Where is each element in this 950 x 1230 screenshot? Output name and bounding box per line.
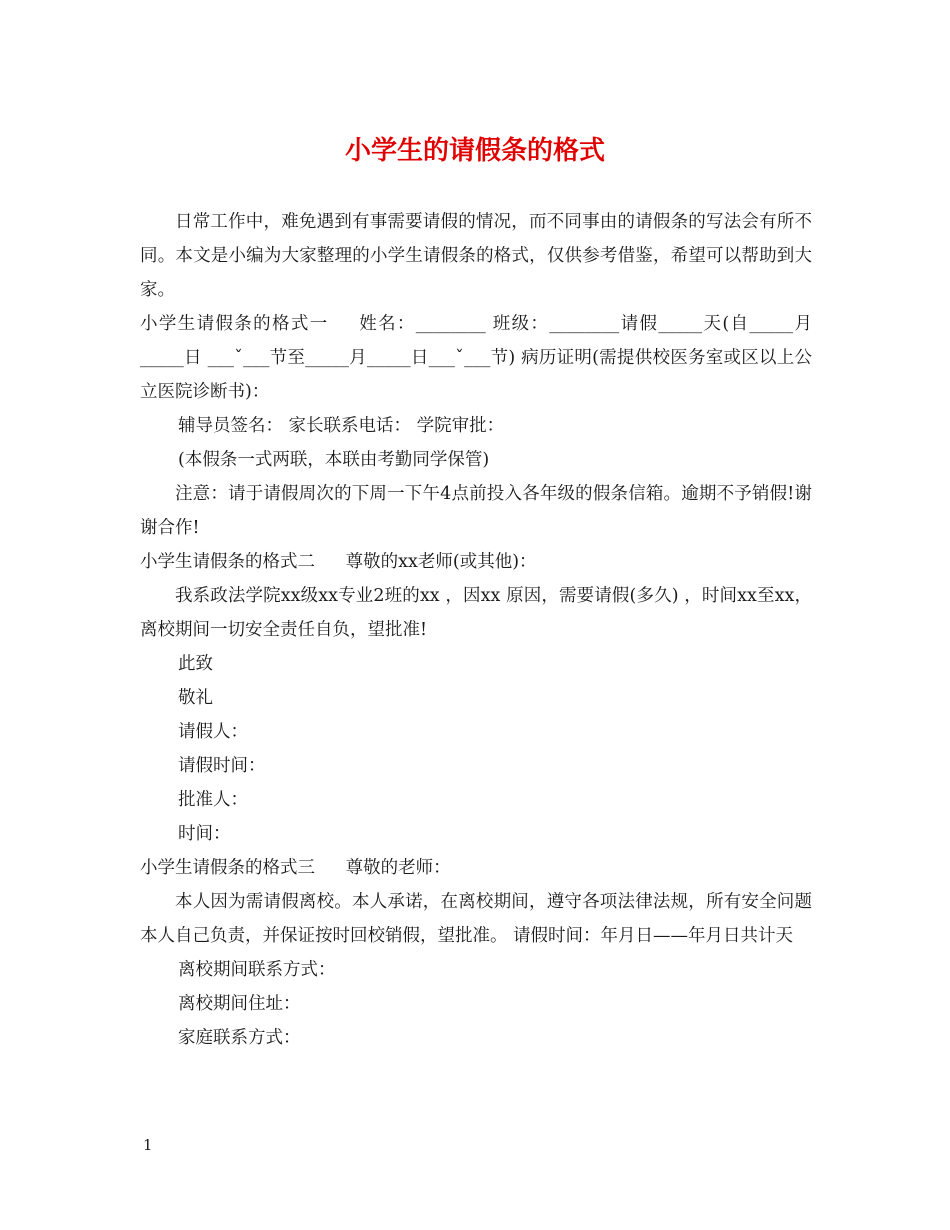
format2-approver: 批准人： <box>178 790 248 810</box>
format3-heading: 小学生请假条的格式三 <box>140 858 315 878</box>
format2-body: 我系政法学院xx级xx专业2班的xx ，因xx 原因，需要请假(多久) ，时间xx至xx，离校期间一切安全责任自负，望批准! <box>140 586 812 640</box>
format3-family-contact: 家庭联系方式： <box>178 1028 301 1048</box>
format3-paragraph <box>140 851 812 885</box>
format1-notice: 注意：请于请假周次的下周一下午4点前投入各年级的假条信箱。逾期不予销假!谢谢合作! <box>140 484 812 538</box>
format2-applicant: 请假人： <box>178 722 248 742</box>
format2-closing1: 此致 <box>178 654 213 674</box>
format1-signatures: 辅导员签名： 家长联系电话： 学院审批： <box>178 416 505 436</box>
format3-body: 本人因为需请假离校。本人承诺，在离校期间，遵守各项法律法规，所有安全问题本人自己负责，并保证按时回校销假，望批准。 请假时间：年月日——年月日共计天 <box>140 892 812 946</box>
format3-contact: 离校期间联系方式： <box>178 960 336 980</box>
format3-address: 离校期间住址： <box>178 994 301 1014</box>
format1-heading: 小学生请假条的格式一 <box>140 314 329 334</box>
format2-heading: 小学生请假条的格式二 <box>140 552 315 572</box>
intro-paragraph: 日常工作中，难免遇到有事需要请假的情况，而不同事由的请假条的写法会有所不同。本文是小编为大家整理的小学生请假条的格式，仅供参考借鉴，希望可以帮助到大家。 <box>140 212 812 300</box>
format1-body: 姓名：________ 班级：________请假_____天(自_____月_____日 ___ˇ___节至_____月_____日___ˇ___节) 病历证明(需提供校医务室或区以上公立医院诊断书)： <box>140 314 812 402</box>
format1-copy-note: (本假条一式两联，本联由考勤同学保管) <box>178 450 490 470</box>
page-number: 1 <box>143 1136 153 1154</box>
format2-closing2: 敬礼 <box>178 688 213 708</box>
document-body <box>140 205 812 1055</box>
format2-time: 时间： <box>178 824 231 844</box>
format3-salutation: 尊敬的老师： <box>345 858 451 878</box>
format2-salutation: 尊敬的xx老师(或其他)： <box>345 552 537 572</box>
format2-leave-time: 请假时间： <box>178 756 266 776</box>
format1-paragraph <box>140 307 812 409</box>
format2-paragraph <box>140 545 812 579</box>
document-title: 小学生的请假条的格式 <box>344 136 605 166</box>
